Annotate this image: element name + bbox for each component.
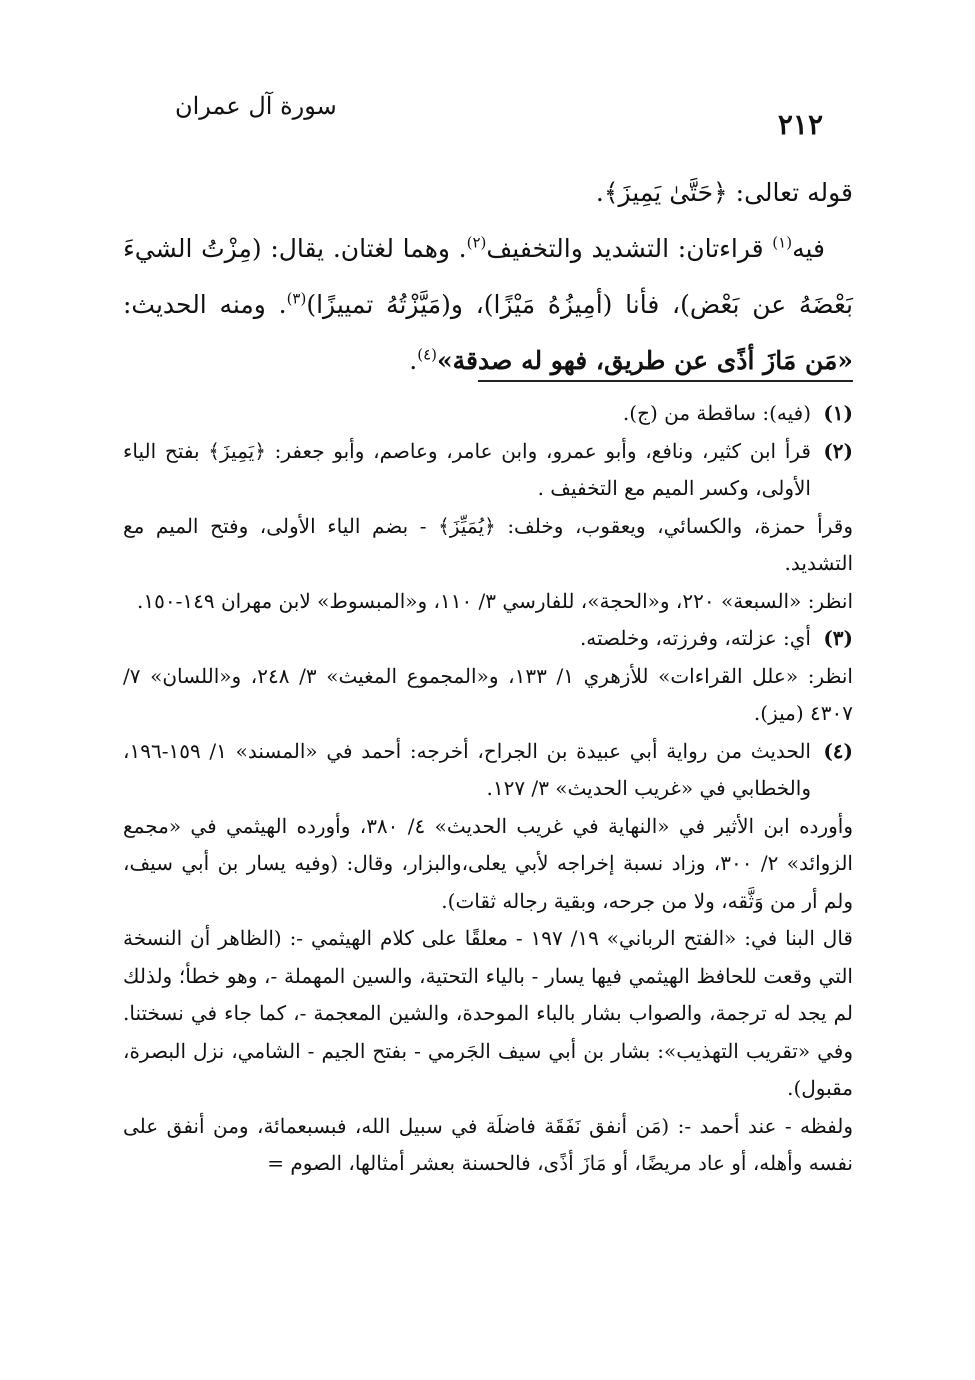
main-text-segment: قراءتان: التشديد والتخفيف [486, 234, 773, 263]
main-text-segment: . ومنه الحديث: [123, 290, 287, 319]
hadith-quote: «مَن مَازَ أذًى عن طريق، فهو له صدقة» [437, 346, 853, 375]
footnote-ref-1[interactable]: (١) [772, 233, 793, 252]
footnote-number: (٣) [823, 626, 853, 650]
footnote-continuation: ولفظه - عند أحمد -: (مَن أنفق نَفَقَة فاضلَة في سبيل الله، فبسبعمائة، ومن أنفق على نفسه وأهله، أو عاد مريضًا، أو مَازَ أذًى، فالحسنة بعشر أمثالها، الصوم = [123, 1113, 853, 1175]
main-text-segment: . وهما لغتان. يقال: (مِزْتُ الشيءَ بَعْضَهُ عن بَعْض)، فأنا (أمِيزُهُ مَيْزًا)، و(مَيَّزْتُهُ تمييزًا) [123, 234, 853, 319]
footnote-ref-4[interactable]: (٤) [417, 345, 438, 364]
running-header-surah-title: سورة آل عمران [175, 92, 337, 120]
footnote-text: أي: عزلته، وفرزته، وخلصته. [579, 626, 811, 650]
footnote-text: (فيه): ساقطة من (ج). [622, 401, 811, 425]
footnote-1 [123, 395, 853, 433]
footnote-continuation: قال البنا في: «الفتح الرباني» ١٩/ ١٩٧ - معلقًا على كلام الهيثمي -: (الظاهر أن النسخة التي وقعت للحافظ الهيثمي فيها يسار - بالياء التحتية، والسين المهملة -، وهو خطأ؛ ولذلك لم يجد له ترجمة، والصواب بشار بالباء الموحدة، والشين المعجمة -، كما جاء في نسختنا. وفي «تقريب التهذيب»: بشار بن أبي سيف الجَرمي - بفتح الجيم - الشامي، نزل البصرة، مقبول). [123, 926, 853, 1100]
footnote-number: (١) [823, 401, 853, 425]
footnote-number: (٢) [823, 438, 853, 463]
footnote-continuation: وقرأ حمزة، والكسائي، ويعقوب، وخلف: ﴿يُمَيِّزَ﴾ - بضم الياء الأولى، وفتح الميم مع التشديد. [123, 513, 853, 575]
footnotes [123, 395, 853, 1183]
footnote-text: قرأ ابن كثير، ونافع، وأبو عمرو، وابن عامر، وعاصم، وأبو جعفر: ﴿يَمِيزَ﴾ بفتح الياء الأولى، وكسر الميم مع التخفيف . [123, 438, 811, 500]
main-paragraph [123, 221, 853, 389]
page-number: ٢١٢ [777, 108, 823, 141]
footnote-continuation: انظر: «علل القراءات» للأزهري ١/ ١٣٣، و«المجموع المغيث» ٣/ ٢٤٨، و«اللسان» ٧/ ٤٣٠٧ (ميز). [123, 663, 853, 725]
footnote-ref-2[interactable]: (٢) [466, 233, 487, 252]
main-text [123, 165, 853, 389]
footnote-4 [123, 733, 853, 808]
footnote-number: (٤) [823, 738, 853, 763]
footnote-separator [478, 380, 853, 382]
footnote-2 [123, 433, 853, 508]
main-text-segment: . [409, 346, 418, 375]
main-text-segment: فيه [792, 234, 825, 263]
footnote-text: الحديث من رواية أبي عبيدة بن الجراح، أخرجه: أحمد في «المسند» ١/ ١٥٩-١٩٦، والخطابي في «غريب الحديث» ٣/ ١٢٧. [123, 738, 811, 800]
footnote-3 [123, 620, 853, 658]
footnote-continuation: انظر: «السبعة» ٢٢٠، و«الحجة»، للفارسي ٣/ ١١٠، و«المبسوط» لابن مهران ١٤٩-١٥٠. [137, 588, 853, 613]
footnote-ref-3[interactable]: (٣) [286, 289, 307, 308]
footnote-continuation: وأورده ابن الأثير في «النهاية في غريب الحديث» ٤/ ٣٨٠، وأورده الهيثمي في «مجمع الزوائد» ٢/ ٣٠٠، وزاد نسبة إخراجه لأبي يعلى،والبزار، وقال: (وفيه يسار بن أبي سيف، ولم أر من وَثَّقه، ولا من جرحه، وبقية رجاله ثقات). [123, 813, 853, 913]
verse-heading: قوله تعالى: ﴿حَتَّىٰ يَمِيزَ﴾. [595, 178, 853, 207]
